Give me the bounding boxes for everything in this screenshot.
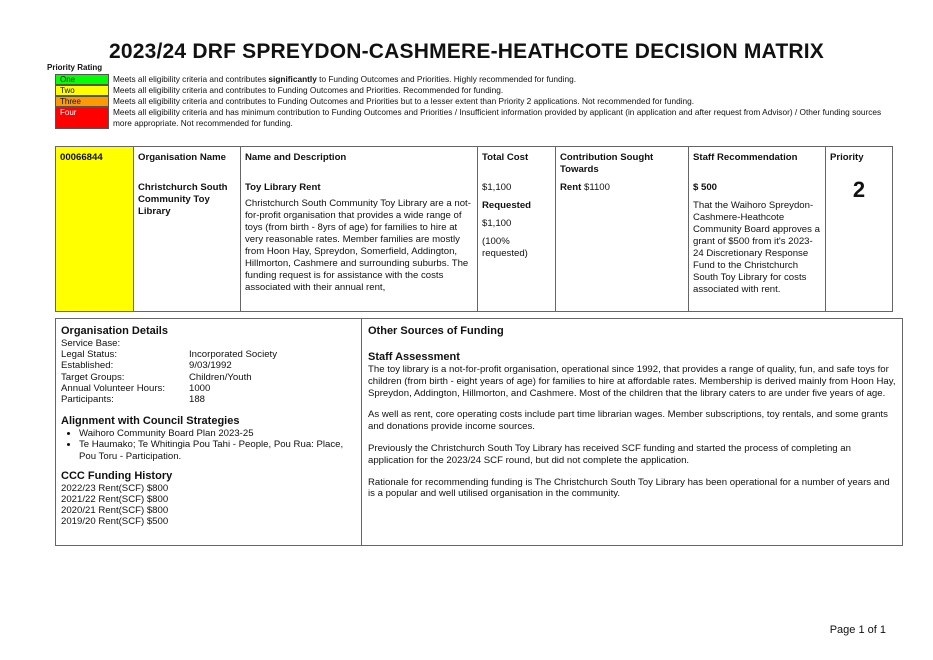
name-header: Name and Description — [245, 152, 347, 163]
requested-label: Requested — [482, 200, 532, 211]
priority-rating-label: Priority Rating — [47, 63, 103, 72]
cost-header: Total Cost — [482, 152, 529, 163]
funding-history-item: 2021/22 Rent(SCF) $800 — [61, 494, 169, 506]
swatch-three: Three — [55, 96, 109, 107]
staff-column — [689, 147, 826, 311]
legend-text-three: Meets all eligibility criteria and contributes to Funding Outcomes and Priorities but to a lesser extent than Priority 2 applications. Not recommended for funding. — [113, 96, 695, 106]
application-id: 00066844 — [56, 147, 134, 311]
assessment-paragraph: The toy library is a not-for-profit organisation, operational since 1992, that provides a range of quality, fun, and safe toys for children (from birth - eight years of age) for families to hire at affordable rates. Membership is derived mainly from Hoon Hay, Spreydon, Addington, Hillmorton, and Cashmere. Most of the children that the library caters to are under five years of age. — [368, 364, 896, 399]
priority-header: Priority — [830, 152, 864, 163]
org-name: Christchurch South Community Toy Library — [138, 182, 228, 217]
name-column — [241, 147, 478, 311]
detail-target-groups: Target Groups: Children/Youth — [61, 371, 252, 383]
priority-legend — [55, 74, 885, 129]
assessment-paragraph: As well as rent, core operating costs include part time librarian wages. Member subscriptions, toy rentals, and some grants and donations provide income sources. — [368, 409, 888, 433]
page-number: Page 1 of 1 — [829, 624, 886, 636]
org-details-title: Organisation Details — [61, 325, 168, 337]
assessment-panel — [362, 319, 902, 545]
org-header: Organisation Name — [138, 152, 226, 163]
org-details-panel — [56, 319, 362, 545]
legend-row-three — [55, 96, 885, 107]
detail-participants: Participants: 188 — [61, 394, 206, 406]
funding-history-item: 2019/20 Rent(SCF) $500 — [61, 516, 169, 528]
legend-row-one — [55, 74, 885, 85]
funding-history-item: 2022/23 Rent(SCF) $800 — [61, 482, 169, 494]
priority-value: 2 — [852, 177, 866, 202]
swatch-one: One — [55, 74, 109, 85]
contrib-column — [556, 147, 689, 311]
contrib-amount: $1100 — [581, 182, 610, 193]
legend-text-four: Meets all eligibility criteria and has minimum contribution to Funding Outcomes and Priorities / Insufficient information provided by applicant (in application and after request from Advisor) / Other funding sources more appropriate. Not recommended for funding. — [113, 107, 882, 128]
cost-column — [478, 147, 556, 311]
alignment-item: • Te Haumako; Te Whitingia Pou Tahi - People, Pou Rua: Place, Pou Toru - Participation. — [79, 439, 356, 461]
alignment-title: Alignment with Council Strategies — [61, 415, 240, 428]
page-title: 2023/24 DRF SPREYDON-CASHMERE-HEATHCOTE DECISION MATRIX — [109, 40, 824, 63]
contrib-header: Contribution Sought Towards — [560, 152, 654, 175]
other-sources-title: Other Sources of Funding — [368, 325, 504, 337]
service-base: Service Base: — [61, 338, 121, 349]
staff-assessment-title: Staff Assessment — [368, 351, 460, 363]
detail-volunteer-hours: Annual Volunteer Hours: 1000 — [61, 382, 211, 394]
detail-legal-status: Legal Status: Incorporated Society — [61, 349, 277, 361]
legend-text-one-pre: Meets all eligibility criteria and contributes — [113, 74, 269, 84]
requested-amount: $1,100 — [482, 218, 512, 229]
alignment-item: • Waihoro Community Board Plan 2023-25 — [79, 428, 356, 439]
details-section — [55, 318, 903, 546]
project-name: Toy Library Rent — [245, 182, 321, 193]
legend-row-four — [55, 107, 885, 129]
project-description: Christchurch South Community Toy Library are a not-for-profit organisation that provides a wide range of toys (from birth - 8yrs of age) for families to hire at very reasonable rates. Member families are mostly from Hoon Hay, Spreydon, Somerfield, Addington, Hillmorton, Cashmere and surrounding suburbs. The funding request is for assistance with the costs associated with their annual rent, — [245, 198, 471, 293]
legend-text-one-post: to Funding Outcomes and Priorities. Highly recommended for funding. — [316, 74, 577, 84]
legend-text-one-bold: significantly — [268, 74, 317, 84]
staff-amount: $ 500 — [693, 182, 718, 193]
detail-established: Established: 9/03/1992 — [61, 360, 232, 372]
application-table — [55, 146, 893, 312]
requested-percent: (100% requested) — [482, 236, 528, 259]
staff-recommendation-text: That the Waihoro Spreydon-Cashmere-Heathcote Community Board approves a grant of $500 from it's 2023-24 Discretionary Response Fund to the Christchurch South Toy Library for costs associated with rent. — [693, 200, 820, 295]
swatch-four: Four — [55, 107, 109, 129]
ccc-funding-title: CCC Funding History — [61, 469, 173, 482]
alignment-list — [61, 428, 356, 462]
total-cost: $1,100 — [482, 182, 512, 193]
staff-header: Staff Recommendation — [693, 152, 798, 163]
priority-column — [826, 147, 892, 311]
legend-text-two: Meets all eligibility criteria and contributes to Funding Outcomes and Priorities. Recommended for funding. — [113, 85, 504, 95]
assessment-paragraph: Previously the Christchurch South Toy Library has received SCF funding and started the process of completing an application for the 2023/24 SCF round, but did not complete the application. — [368, 442, 851, 466]
swatch-two: Two — [55, 85, 109, 96]
funding-history-item: 2020/21 Rent(SCF) $800 — [61, 505, 169, 517]
assessment-paragraph: Rationale for recommending funding is The Christchurch South Toy Library has been operational for a number of years and is a popular and well utilised organisation in the community. — [368, 476, 890, 500]
legend-row-two — [55, 85, 885, 96]
org-column — [134, 147, 241, 311]
contrib-item: Rent — [560, 182, 582, 193]
